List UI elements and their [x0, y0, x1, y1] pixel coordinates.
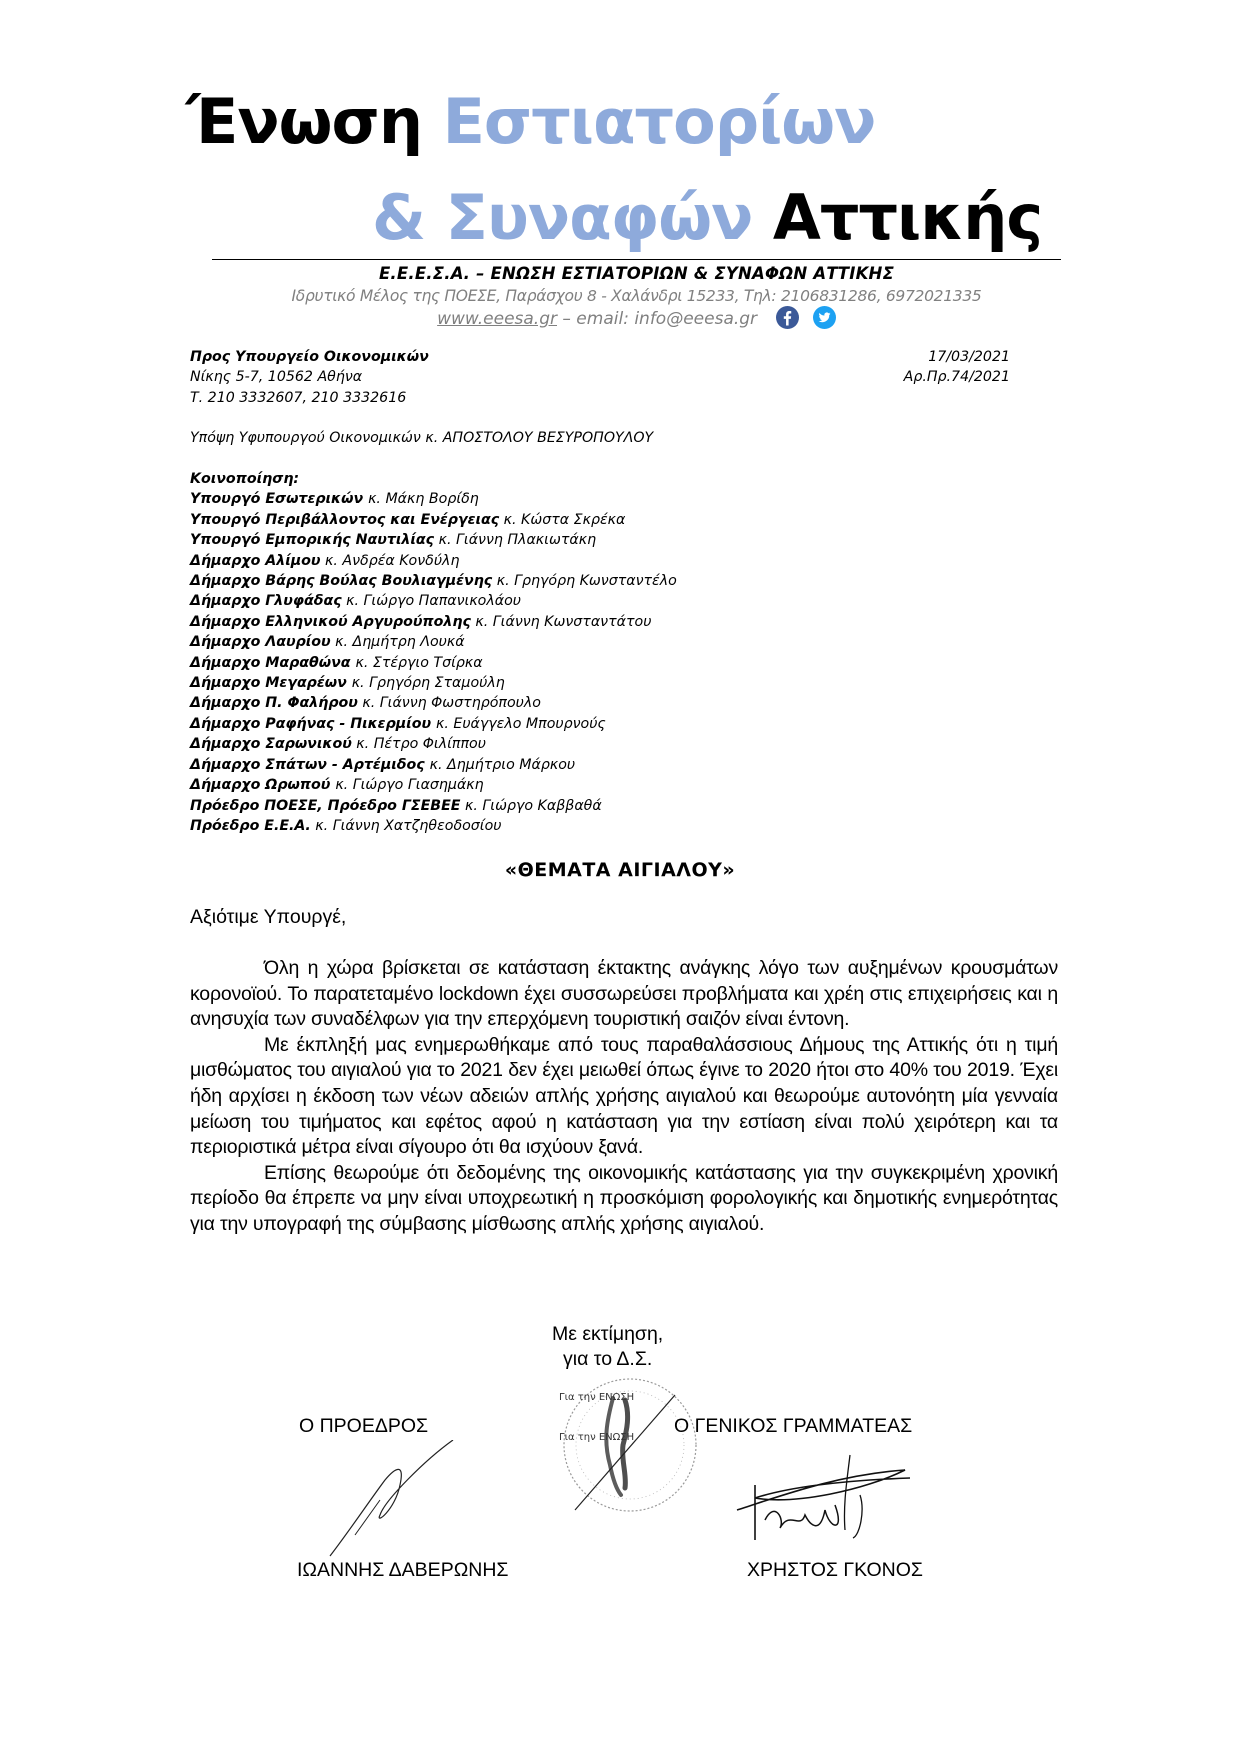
body-paragraph: Επίσης θεωρούμε ότι δεδομένης της οικονομικής κατάστασης για την συγκεκριμένη χρονική περίοδο θα έπρεπε να μην είναι υποχρεωτική η προσκόμιση φορολογικής και δημοτικής ενημερότητας για την υπογραφή της σύμβασης μίσθωσης απλής χρήσης αιγιαλού.	[190, 1161, 1058, 1235]
body-paragraph: Όλη η χώρα βρίσκεται σε κατάσταση έκτακτης ανάγκης λόγο των αυξημένων κρουσμάτων κορονοϊού. Το παρατεταμένο lockdown έχει συσσωρεύσει προβλήματα και χρέη στις επιχειρήσεις και η ανησυχία των συναδέλφων για την επερχόμενη τουριστική σαιζόν είναι έντονη.	[190, 957, 1058, 1031]
letterhead-word-attikis: Αττικής	[772, 181, 1043, 254]
closing-board: για το Δ.Σ.	[563, 1348, 653, 1370]
twitter-icon[interactable]	[813, 306, 836, 329]
letter-body	[190, 956, 1058, 1238]
secretary-signature	[735, 1450, 915, 1550]
cc-item: Δήμαρχο Βάρης Βούλας Βουλιαγμένης κ. Γρηγόρη Κωνσταντέλο	[190, 573, 677, 590]
cc-list	[190, 469, 677, 836]
recipient-address: Νίκης 5-7, 10562 Αθήνα	[190, 369, 363, 386]
cc-item: Δήμαρχο Αλίμου κ. Ανδρέα Κονδύλη	[190, 552, 460, 569]
facebook-icon[interactable]	[776, 306, 799, 329]
organization-stamp	[555, 1370, 705, 1520]
cc-item: Δήμαρχο Μαραθώνα κ. Στέργιο Τσίρκα	[190, 654, 483, 671]
president-signature	[325, 1440, 455, 1560]
cc-item: Δήμαρχο Λαυρίου κ. Δημήτρη Λουκά	[190, 634, 465, 651]
cc-item: Πρόεδρο Ε.Ε.Α. κ. Γιάννη Χατζηθεοδοσίου	[190, 817, 502, 834]
cc-item: Δήμαρχο Σαρωνικού κ. Πέτρο Φιλίππου	[190, 736, 486, 753]
letterhead-divider	[212, 259, 1061, 260]
attention-line: Υπόψη Υφυπουργού Οικονομικών κ. ΑΠΟΣΤΟΛΟΥ ΒΕΣΥΡΟΠΟΥΛΟΥ	[190, 430, 654, 446]
organization-contact	[212, 306, 1061, 331]
cc-item: Υπουργό Εμπορικής Ναυτιλίας κ. Γιάννη Πλακιωτάκη	[190, 532, 597, 549]
letterhead-word-enosi: Ένωση	[186, 85, 422, 158]
email-text: – email: info@eeesa.gr	[557, 309, 758, 329]
salutation: Αξιότιμε Υπουργέ,	[190, 906, 347, 928]
cc-item: Δήμαρχο Ραφήνας - Πικερμίου κ. Ευάγγελο Μπουρνούς	[190, 715, 606, 732]
secretary-title: Ο ΓΕΝΙΚΟΣ ΓΡΑΜΜΑΤΕΑΣ	[674, 1415, 913, 1437]
letterhead-title-line1	[186, 82, 875, 162]
cc-item: Δήμαρχο Ωρωπού κ. Γιώργο Γιασημάκη	[190, 777, 484, 794]
cc-item: Δήμαρχο Γλυφάδας κ. Γιώργο Παπανικολάου	[190, 593, 521, 610]
signature-icon	[735, 1450, 915, 1550]
cc-item: Υπουργό Περιβάλλοντος και Ενέργειας κ. Κώστα Σκρέκα	[190, 511, 626, 528]
letter-meta	[820, 347, 1010, 388]
cc-item: Δήμαρχο Σπάτων - Αρτέμιδος κ. Δημήτριο Μάρκου	[190, 756, 576, 773]
body-paragraph: Με έκπληξή μας ενημερωθήκαμε από τους παραθαλάσσιους Δήμους της Αττικής ότι η τιμή μισθώματος του αιγιαλού για το 2021 δεν έχει μειωθεί όπως έγινε το 2020 ήτοι στο 40% του 2019. Έχει ήδη αρχίσει η έκδοση των νέων αδειών απλής χρήσης αιγιαλού και θεωρούμε αυτονόητη μία γενναία μείωση του τιμήματος και εφέτος αφού η κατάσταση για την εστίαση είναι πολύ χειρότερη και τα περιοριστικά μέτρα είναι σίγουρο ότι θα ισχύουν ξανά.	[190, 1033, 1058, 1159]
website-link[interactable]: www.eeesa.gr	[437, 309, 557, 329]
recipient-phone: Τ. 210 3332607, 210 3332616	[190, 389, 407, 406]
president-name: ΙΩΑΝΝΗΣ ΔΑΒΕΡΩΝΗΣ	[297, 1559, 509, 1581]
letter-subject: «ΘΕΜΑΤΑ ΑΙΓΙΑΛΟΥ»	[504, 859, 736, 881]
stamp-text-top: Για την ΕΝΩΣΗ	[559, 1392, 635, 1403]
cc-item: Δήμαρχο Ελληνικού Αργυρούπολης κ. Γιάννη Κωνσταντάτου	[190, 613, 652, 630]
closing-regards: Με εκτίμηση,	[552, 1323, 664, 1345]
cc-heading: Κοινοποίηση:	[190, 471, 300, 487]
cc-item: Δήμαρχο Μεγαρέων κ. Γρηγόρη Σταμούλη	[190, 675, 505, 692]
letter-date: 17/03/2021	[928, 349, 1010, 365]
president-title: Ο ΠΡΟΕΔΡΟΣ	[299, 1415, 429, 1437]
secretary-name: ΧΡΗΣΤΟΣ ΓΚΟΝΟΣ	[747, 1559, 923, 1581]
stamp-text-bottom: Για την ΕΝΩΣΗ	[559, 1432, 635, 1443]
signature-icon	[325, 1440, 455, 1560]
stamp-icon	[555, 1370, 705, 1520]
recipient-block	[190, 347, 429, 408]
protocol-number: Αρ.Πρ.74/2021	[903, 369, 1010, 386]
recipient-to: Προς Υπουργείο Οικονομικών	[190, 349, 429, 365]
cc-item: Πρόεδρο ΠΟΕΣΕ, Πρόεδρο ΓΣΕΒΕΕ κ. Γιώργο Καββαθά	[190, 797, 602, 814]
cc-item: Υπουργό Εσωτερικών κ. Μάκη Βορίδη	[190, 491, 479, 508]
cc-item: Δήμαρχο Π. Φαλήρου κ. Γιάννη Φωστηρόπουλο	[190, 695, 541, 712]
letterhead-word-estiatorion: Εστιατορίων	[442, 85, 876, 158]
letterhead-word-synafon: & Συναφών	[372, 181, 753, 254]
organization-name: Ε.Ε.Ε.Σ.Α. – ΕΝΩΣΗ ΕΣΤΙΑΤΟΡΙΩΝ & ΣΥΝΑΦΩΝ ΑΤΤΙΚΗΣ	[378, 264, 895, 283]
organization-address: Ιδρυτικό Μέλος της ΠΟΕΣΕ, Παράσχου 8 - Χαλάνδρι 15233, Τηλ: 2106831286, 6972021335	[291, 287, 982, 305]
letterhead-title-line2	[372, 178, 1042, 258]
